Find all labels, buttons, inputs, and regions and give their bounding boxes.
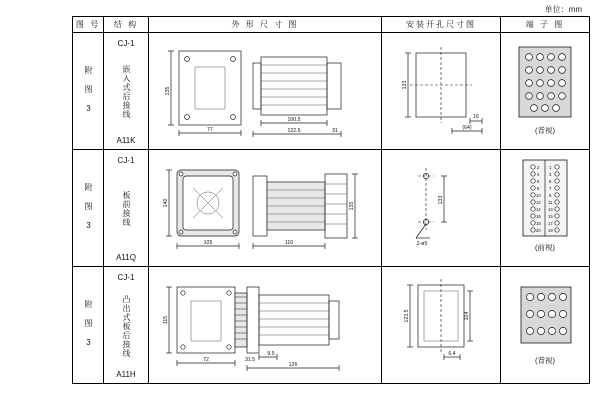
structure-model-1: CJ-1 bbox=[117, 39, 135, 48]
structure-code-1: A11K bbox=[116, 136, 136, 145]
table-header-row bbox=[73, 17, 590, 33]
structure-type-2: 板前接线 bbox=[122, 191, 131, 227]
svg-text:12: 12 bbox=[536, 200, 541, 205]
structure-cell-2 bbox=[104, 150, 149, 267]
outline-cell-2 bbox=[149, 150, 382, 267]
structure-cell-3 bbox=[104, 267, 149, 384]
fig-no-cell-3 bbox=[73, 267, 104, 384]
svg-text:15: 15 bbox=[548, 214, 553, 219]
dim-64: (64) bbox=[462, 125, 472, 131]
terminal-diagram-2 bbox=[501, 150, 589, 262]
fig-no-cell-2 bbox=[73, 150, 104, 267]
fig-no-label-2: 附 图 3 bbox=[84, 183, 93, 231]
unit-note: 单位：mm bbox=[544, 5, 582, 14]
fig-no-label-3: 附 图 3 bbox=[84, 300, 93, 348]
structure-code-3: A11H bbox=[116, 370, 136, 379]
svg-text:11: 11 bbox=[548, 200, 553, 205]
outline-drawing-3 bbox=[149, 267, 381, 379]
svg-text:10: 10 bbox=[536, 193, 541, 198]
dim-116: 116 bbox=[284, 240, 294, 246]
mounting-cell-1 bbox=[382, 33, 501, 150]
dim-140: 140 bbox=[163, 198, 169, 208]
dim-123-5: 123.5 bbox=[404, 309, 410, 323]
dim-2-phi5: 2-ø5 bbox=[416, 241, 428, 247]
terminal-cell-3 bbox=[501, 267, 590, 384]
dim-9-5: 9.5 bbox=[267, 351, 275, 357]
svg-text:5: 5 bbox=[549, 179, 552, 184]
fig-no-cell-1 bbox=[73, 33, 104, 150]
terminal-caption-3: (背视) bbox=[535, 356, 555, 365]
structure-type-1: 嵌入式后接线 bbox=[122, 65, 131, 119]
header-mounting: 安装开孔尺寸图 bbox=[382, 17, 501, 33]
svg-text:13: 13 bbox=[548, 207, 553, 212]
dim-31-5: 31.5 bbox=[244, 357, 256, 363]
outline-cell-3 bbox=[149, 267, 382, 384]
table-row bbox=[73, 150, 590, 267]
dim-105: 105 bbox=[203, 240, 213, 246]
dim-115: 115 bbox=[163, 315, 169, 325]
terminal-diagram-1 bbox=[501, 33, 589, 145]
table-row bbox=[73, 33, 590, 150]
fig-no-label-1: 附 图 3 bbox=[84, 66, 93, 114]
structure-model-3: CJ-1 bbox=[117, 273, 135, 282]
dim-77: 77 bbox=[207, 127, 213, 133]
svg-text:3: 3 bbox=[549, 172, 552, 177]
structure-code-2: A11Q bbox=[116, 253, 136, 262]
terminal-cell-2 bbox=[501, 150, 590, 267]
mounting-drawing-1 bbox=[382, 33, 500, 145]
svg-text:6: 6 bbox=[537, 179, 540, 184]
mounting-drawing-2 bbox=[382, 150, 500, 262]
svg-text:7: 7 bbox=[549, 186, 552, 191]
terminal-caption-1: (背视) bbox=[535, 126, 555, 135]
structure-cell-1 bbox=[104, 33, 149, 150]
dim-104: 104 bbox=[464, 311, 470, 321]
header-structure: 结 构 bbox=[104, 17, 149, 33]
mounting-drawing-3 bbox=[382, 267, 500, 379]
outline-drawing-2 bbox=[149, 150, 381, 262]
dim-122-5: 122.5 bbox=[287, 128, 301, 134]
dim-126: 126 bbox=[288, 362, 298, 368]
svg-text:19: 19 bbox=[548, 228, 553, 233]
svg-text:2: 2 bbox=[537, 165, 540, 170]
svg-text:4: 4 bbox=[537, 172, 540, 177]
dim-16: 16 bbox=[473, 114, 479, 120]
header-fig-no: 图 号 bbox=[73, 17, 104, 33]
header-outline: 外 形 尺 寸 图 bbox=[149, 17, 382, 33]
outline-cell-1 bbox=[149, 33, 382, 150]
dimension-table bbox=[72, 16, 590, 384]
mounting-cell-2 bbox=[382, 150, 501, 267]
svg-text:9: 9 bbox=[549, 193, 552, 198]
table-row bbox=[73, 267, 590, 384]
terminal-diagram-3 bbox=[501, 267, 589, 379]
dim-72: 72 bbox=[203, 357, 209, 363]
header-terminal: 端 子 图 bbox=[501, 17, 590, 33]
svg-text:18: 18 bbox=[536, 221, 541, 226]
svg-text:14: 14 bbox=[536, 207, 541, 212]
svg-text:8: 8 bbox=[537, 186, 540, 191]
dim-135: 135 bbox=[165, 86, 171, 96]
outline-drawing-1 bbox=[149, 33, 381, 145]
dim-100-5: 100.5 bbox=[287, 117, 301, 123]
dim-31: 31 bbox=[332, 128, 338, 134]
terminal-caption-2: (前视) bbox=[535, 243, 555, 252]
svg-text:1: 1 bbox=[549, 165, 552, 170]
dim-103-5: 133 bbox=[402, 80, 408, 90]
dim-6-4: 6.4 bbox=[448, 351, 456, 357]
dim-135b: 135 bbox=[349, 201, 355, 211]
mounting-cell-3 bbox=[382, 267, 501, 384]
dim-133: 133 bbox=[438, 195, 444, 205]
structure-model-2: CJ-1 bbox=[117, 156, 135, 165]
svg-text:17: 17 bbox=[548, 221, 553, 226]
terminal-cell-1 bbox=[501, 33, 590, 150]
svg-text:16: 16 bbox=[536, 214, 541, 219]
structure-type-3: 凸出式板后接线 bbox=[122, 294, 131, 358]
svg-text:20: 20 bbox=[536, 228, 541, 233]
